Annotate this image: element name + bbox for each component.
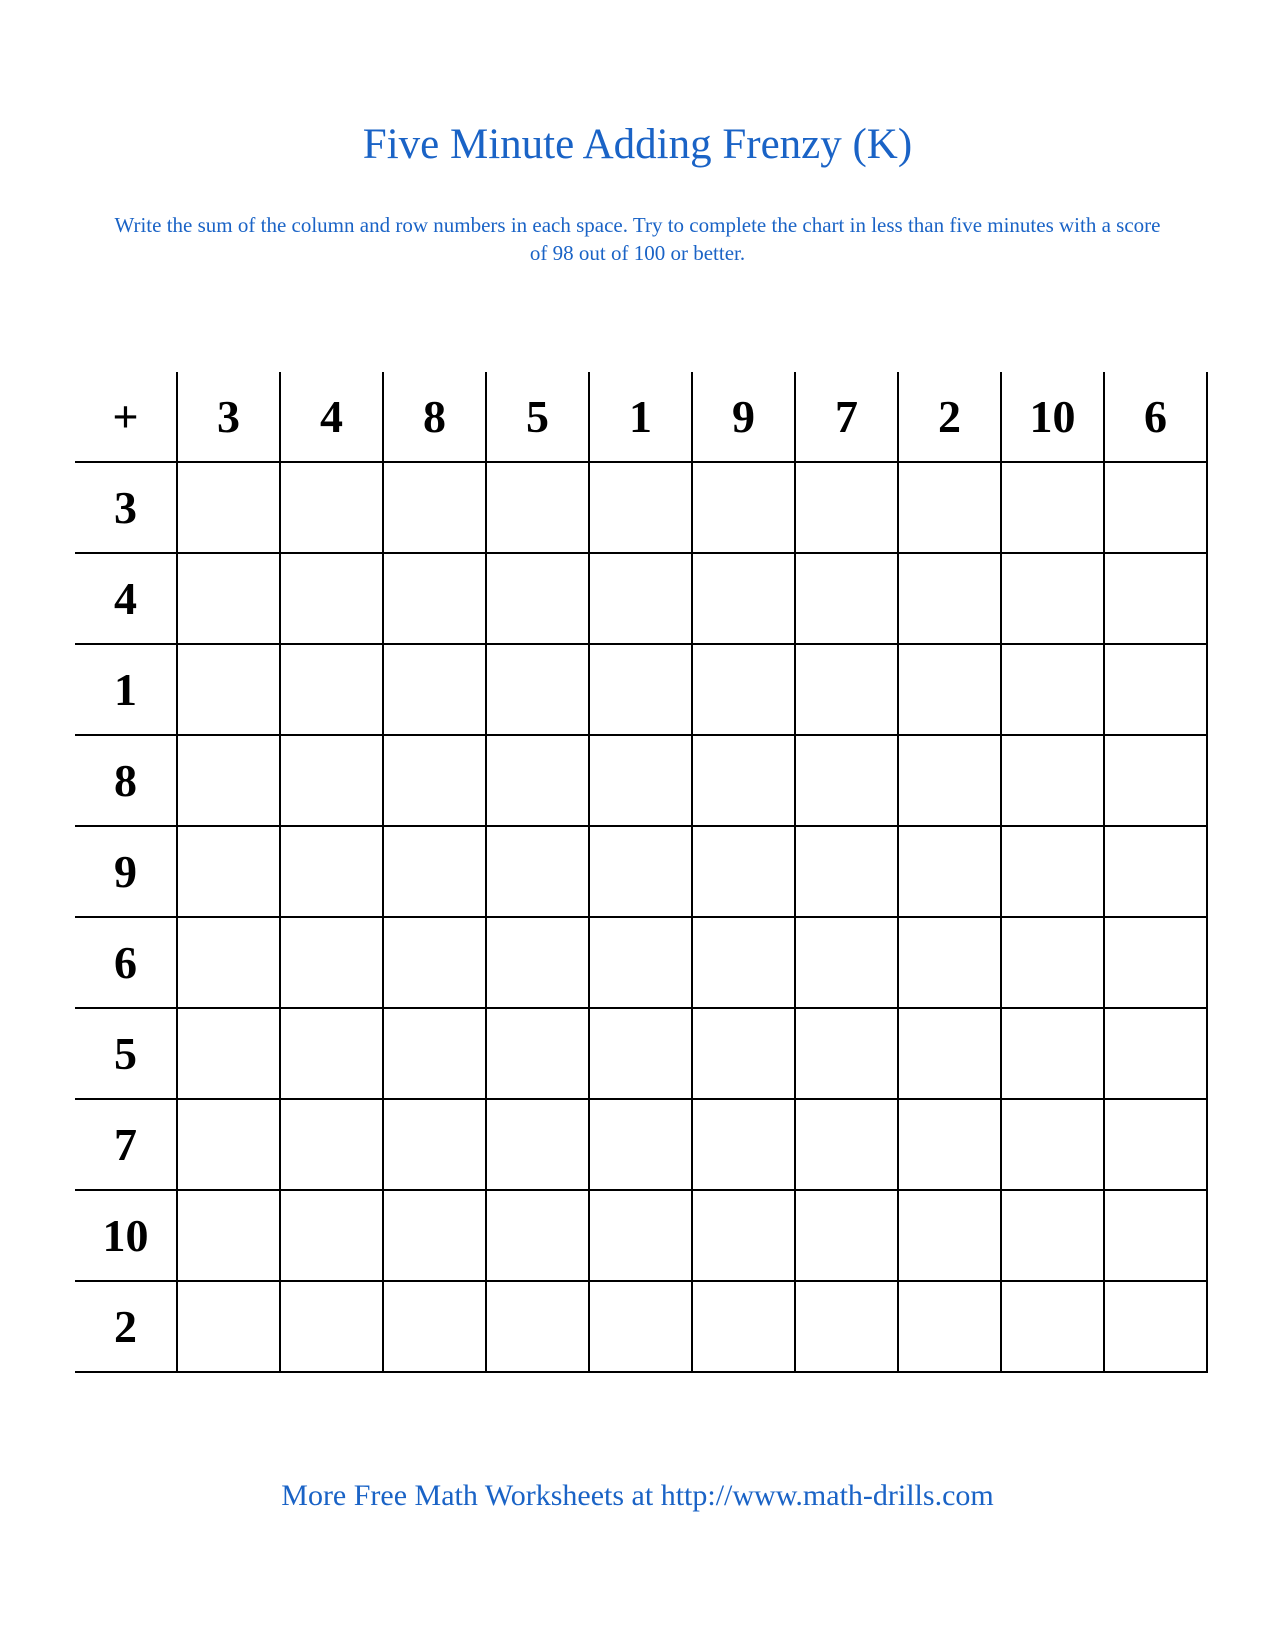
answer-cell[interactable] xyxy=(177,1008,280,1099)
answer-cell[interactable] xyxy=(177,917,280,1008)
worksheet-title: Five Minute Adding Frenzy (K) xyxy=(362,121,913,168)
answer-cell[interactable] xyxy=(692,1281,795,1372)
answer-cell[interactable] xyxy=(898,1008,1001,1099)
answer-cell[interactable] xyxy=(795,553,898,644)
answer-cell[interactable] xyxy=(280,735,383,826)
answer-cell[interactable] xyxy=(383,1190,486,1281)
answer-cell[interactable] xyxy=(1104,1099,1207,1190)
column-header: 9 xyxy=(692,372,795,462)
answer-cell[interactable] xyxy=(177,1281,280,1372)
grid-row xyxy=(75,553,1207,644)
answer-cell[interactable] xyxy=(1104,644,1207,735)
row-header: 4 xyxy=(75,553,177,644)
answer-cell[interactable] xyxy=(1104,553,1207,644)
answer-cell[interactable] xyxy=(795,644,898,735)
grid-row xyxy=(75,917,1207,1008)
answer-cell[interactable] xyxy=(1104,735,1207,826)
row-header: 2 xyxy=(75,1281,177,1372)
grid-row xyxy=(75,826,1207,917)
answer-cell[interactable] xyxy=(692,1190,795,1281)
answer-cell[interactable] xyxy=(280,1190,383,1281)
answer-cell[interactable] xyxy=(1001,644,1104,735)
answer-cell[interactable] xyxy=(383,1099,486,1190)
answer-cell[interactable] xyxy=(795,1099,898,1190)
answer-cell[interactable] xyxy=(589,553,692,644)
answer-cell[interactable] xyxy=(1001,826,1104,917)
row-header: 8 xyxy=(75,735,177,826)
answer-cell[interactable] xyxy=(383,644,486,735)
answer-cell[interactable] xyxy=(898,917,1001,1008)
answer-cell[interactable] xyxy=(486,644,589,735)
answer-cell[interactable] xyxy=(692,553,795,644)
answer-cell[interactable] xyxy=(795,1281,898,1372)
answer-cell[interactable] xyxy=(1104,462,1207,553)
answer-cell[interactable] xyxy=(589,462,692,553)
answer-cell[interactable] xyxy=(1001,735,1104,826)
answer-cell[interactable] xyxy=(383,462,486,553)
answer-cell[interactable] xyxy=(486,1099,589,1190)
answer-cell[interactable] xyxy=(1001,553,1104,644)
row-header: 6 xyxy=(75,917,177,1008)
answer-cell[interactable] xyxy=(898,462,1001,553)
answer-cell[interactable] xyxy=(383,553,486,644)
column-header: 10 xyxy=(1001,372,1104,462)
grid-row xyxy=(75,1099,1207,1190)
answer-cell[interactable] xyxy=(486,917,589,1008)
answer-cell[interactable] xyxy=(383,826,486,917)
answer-cell[interactable] xyxy=(692,735,795,826)
answer-cell[interactable] xyxy=(589,1008,692,1099)
answer-cell[interactable] xyxy=(1104,917,1207,1008)
worksheet-instructions: Write the sum of the column and row numbers in each space. Try to complete the chart in less than five minutes with a score of 98 out of 100 or better. xyxy=(114,213,1161,265)
grid-row xyxy=(75,735,1207,826)
answer-cell[interactable] xyxy=(383,917,486,1008)
answer-cell[interactable] xyxy=(1104,826,1207,917)
answer-cell[interactable] xyxy=(589,644,692,735)
answer-cell[interactable] xyxy=(1001,1099,1104,1190)
answer-cell[interactable] xyxy=(898,826,1001,917)
grid-row xyxy=(75,462,1207,553)
answer-cell[interactable] xyxy=(795,1008,898,1099)
answer-cell[interactable] xyxy=(280,1281,383,1372)
grid-row xyxy=(75,1190,1207,1281)
row-header: 9 xyxy=(75,826,177,917)
column-header: 5 xyxy=(486,372,589,462)
answer-cell[interactable] xyxy=(1001,917,1104,1008)
answer-cell[interactable] xyxy=(589,1099,692,1190)
answer-cell[interactable] xyxy=(1001,1281,1104,1372)
addition-grid xyxy=(75,372,1208,1373)
answer-cell[interactable] xyxy=(589,735,692,826)
answer-cell[interactable] xyxy=(383,1008,486,1099)
answer-cell[interactable] xyxy=(383,735,486,826)
answer-cell[interactable] xyxy=(589,1281,692,1372)
answer-cell[interactable] xyxy=(1104,1281,1207,1372)
answer-cell[interactable] xyxy=(795,735,898,826)
answer-cell[interactable] xyxy=(486,553,589,644)
row-header: 10 xyxy=(75,1190,177,1281)
answer-cell[interactable] xyxy=(177,462,280,553)
answer-cell[interactable] xyxy=(1001,1190,1104,1281)
answer-cell[interactable] xyxy=(898,735,1001,826)
answer-cell[interactable] xyxy=(177,735,280,826)
answer-cell[interactable] xyxy=(795,917,898,1008)
answer-cell[interactable] xyxy=(280,462,383,553)
row-header: 7 xyxy=(75,1099,177,1190)
answer-cell[interactable] xyxy=(795,826,898,917)
answer-cell[interactable] xyxy=(692,1099,795,1190)
answer-cell[interactable] xyxy=(486,826,589,917)
column-header: 8 xyxy=(383,372,486,462)
column-header: 2 xyxy=(898,372,1001,462)
footer-link-text[interactable]: More Free Math Worksheets at http://www.math-drills.com xyxy=(281,1479,994,1512)
answer-cell[interactable] xyxy=(177,553,280,644)
answer-cell[interactable] xyxy=(1104,1008,1207,1099)
grid-row xyxy=(75,1281,1207,1372)
answer-cell[interactable] xyxy=(1104,1190,1207,1281)
answer-cell[interactable] xyxy=(280,553,383,644)
column-header: 1 xyxy=(589,372,692,462)
answer-cell[interactable] xyxy=(177,644,280,735)
answer-cell[interactable] xyxy=(589,1190,692,1281)
answer-cell[interactable] xyxy=(280,826,383,917)
answer-cell[interactable] xyxy=(898,1099,1001,1190)
answer-cell[interactable] xyxy=(1001,1008,1104,1099)
answer-cell[interactable] xyxy=(692,826,795,917)
grid-row xyxy=(75,644,1207,735)
answer-cell[interactable] xyxy=(898,553,1001,644)
column-header: 6 xyxy=(1104,372,1207,462)
row-header: 5 xyxy=(75,1008,177,1099)
answer-cell[interactable] xyxy=(898,644,1001,735)
answer-cell[interactable] xyxy=(280,644,383,735)
answer-cell[interactable] xyxy=(692,644,795,735)
grid-row xyxy=(75,1008,1207,1099)
answer-cell[interactable] xyxy=(589,826,692,917)
answer-cell[interactable] xyxy=(486,1281,589,1372)
answer-cell[interactable] xyxy=(280,917,383,1008)
answer-cell[interactable] xyxy=(898,1281,1001,1372)
answer-cell[interactable] xyxy=(692,1008,795,1099)
answer-cell[interactable] xyxy=(383,1281,486,1372)
column-header: 3 xyxy=(177,372,280,462)
answer-cell[interactable] xyxy=(486,462,589,553)
column-header: 7 xyxy=(795,372,898,462)
answer-cell[interactable] xyxy=(177,1190,280,1281)
column-header: 4 xyxy=(280,372,383,462)
answer-cell[interactable] xyxy=(795,1190,898,1281)
answer-cell[interactable] xyxy=(692,917,795,1008)
grid-header-row xyxy=(75,372,1207,462)
answer-cell[interactable] xyxy=(898,1190,1001,1281)
row-header: 1 xyxy=(75,644,177,735)
answer-cell[interactable] xyxy=(280,1008,383,1099)
answer-cell[interactable] xyxy=(589,917,692,1008)
answer-cell[interactable] xyxy=(280,1099,383,1190)
answer-cell[interactable] xyxy=(486,1008,589,1099)
answer-cell[interactable] xyxy=(486,1190,589,1281)
answer-cell[interactable] xyxy=(692,462,795,553)
answer-cell[interactable] xyxy=(177,826,280,917)
answer-cell[interactable] xyxy=(795,462,898,553)
answer-cell[interactable] xyxy=(177,1099,280,1190)
answer-cell[interactable] xyxy=(486,735,589,826)
operator-symbol: + xyxy=(75,372,177,462)
row-header: 3 xyxy=(75,462,177,553)
answer-cell[interactable] xyxy=(1001,462,1104,553)
